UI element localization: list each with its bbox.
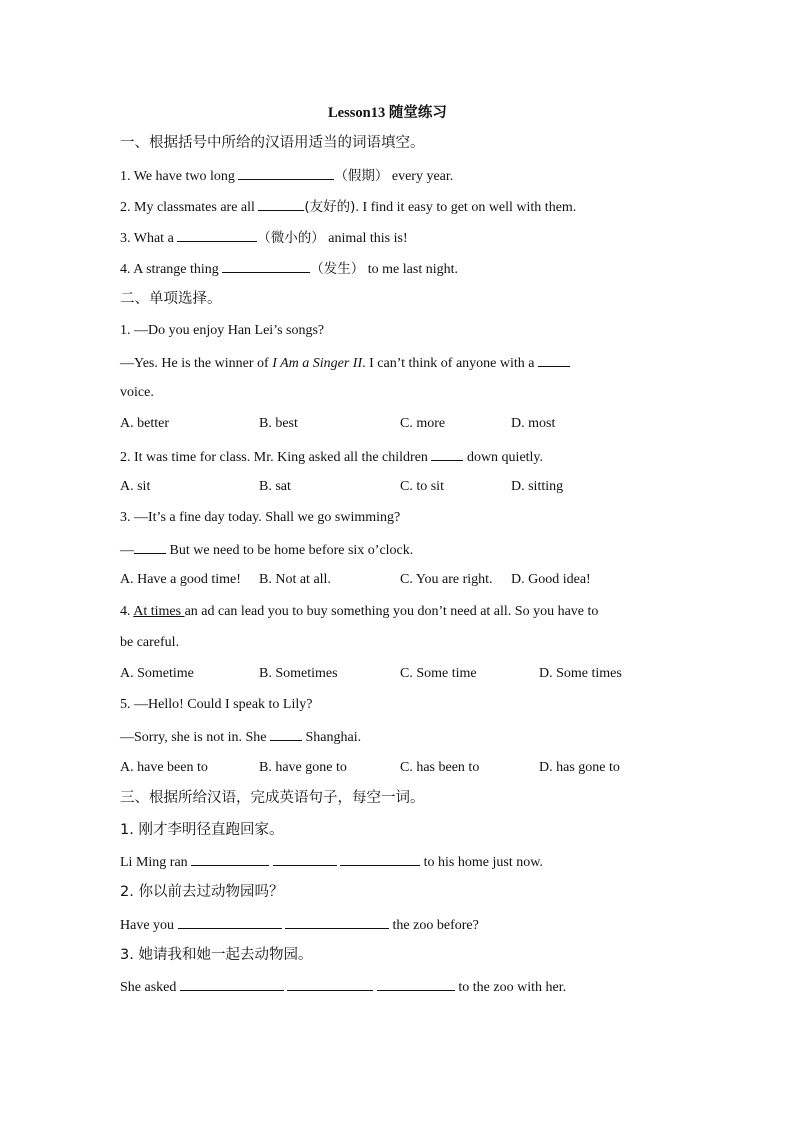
answer-blank[interactable] xyxy=(238,166,334,180)
s2-q3-line2 xyxy=(120,540,413,560)
s1-q3-text-end: animal this is! xyxy=(324,231,408,246)
s2-q4-number: 4. xyxy=(120,604,134,619)
s3-q2-text-end: the zoo before? xyxy=(389,918,479,933)
answer-blank[interactable] xyxy=(273,852,337,866)
s1-q1-hint: （假期） xyxy=(334,168,389,184)
answer-blank[interactable] xyxy=(538,353,570,367)
s3-question-1 xyxy=(120,852,543,872)
s3-q3-text-end: to the zoo with her. xyxy=(454,980,567,995)
s2-q3-dash: — xyxy=(120,543,134,558)
answer-blank[interactable] xyxy=(270,727,302,741)
s3-q1-text-end: to his home just now. xyxy=(420,855,543,870)
s2-q5-text: —Sorry, she is not in. She xyxy=(120,730,270,745)
option-a[interactable]: A. sit xyxy=(120,479,151,494)
s2-q1-line2 xyxy=(120,353,570,373)
s2-q5-line2 xyxy=(120,727,361,747)
answer-blank[interactable] xyxy=(377,977,455,991)
s2-q5-line1: 5. —Hello! Could I speak to Lily? xyxy=(120,697,313,712)
s1-q2-hint: (友好的) xyxy=(304,199,356,215)
answer-blank[interactable] xyxy=(340,852,420,866)
option-c[interactable]: C. to sit xyxy=(400,479,444,494)
answer-blank[interactable] xyxy=(134,540,166,554)
s2-q2-text: 2. It was time for class. Mr. King asked all the children xyxy=(120,450,432,465)
answer-blank[interactable] xyxy=(258,197,304,211)
option-b[interactable]: B. Not at all. xyxy=(259,572,331,587)
s2-q4-line2: be careful. xyxy=(120,635,180,650)
s1-q2-text: 2. My classmates are all xyxy=(120,200,259,215)
option-a[interactable]: A. have been to xyxy=(120,760,208,775)
answer-blank[interactable] xyxy=(222,259,310,273)
s3-question-2 xyxy=(120,915,479,935)
s1-q4-text: 4. A strange thing xyxy=(120,262,223,277)
s3-q3-text: She asked xyxy=(120,980,180,995)
section-3-heading: 三、根据所给汉语，完成英语句子，每空一词。 xyxy=(120,790,425,806)
s2-q1-text-end: . I can’t think of anyone with a xyxy=(362,356,539,371)
option-c[interactable]: C. more xyxy=(400,416,446,431)
s1-q4-hint: （发生） xyxy=(310,261,365,277)
option-a[interactable]: A. better xyxy=(120,416,169,431)
option-d[interactable]: D. most xyxy=(511,416,556,431)
option-d[interactable]: D. has gone to xyxy=(539,760,620,775)
option-c[interactable]: C. has been to xyxy=(400,760,480,775)
s2-q1-line1: 1. —Do you enjoy Han Lei’s songs? xyxy=(120,323,325,338)
s2-q5-text-end: Shanghai. xyxy=(301,730,362,745)
option-c[interactable]: C. Some time xyxy=(400,666,477,681)
s3-q1-chinese: 1. 刚才李明径直跑回家。 xyxy=(120,822,284,838)
option-a[interactable]: A. Have a good time! xyxy=(120,572,241,587)
answer-blank[interactable] xyxy=(285,915,389,929)
option-d[interactable]: D. Good idea! xyxy=(511,572,591,587)
s1-q1-text: 1. We have two long xyxy=(120,169,239,184)
s2-q3-line1: 3. —It’s a fine day today. Shall we go swimming? xyxy=(120,510,401,525)
s2-q2-text-end: down quietly. xyxy=(463,450,544,465)
section-2-heading: 二、单项选择。 xyxy=(120,291,222,307)
option-d[interactable]: D. sitting xyxy=(511,479,564,494)
s2-q1-title: I Am a Singer II xyxy=(272,356,363,371)
page-title: Lesson13 随堂练习 xyxy=(328,105,447,121)
s1-q1-text-end: every year. xyxy=(388,169,454,184)
section-1-heading: 一、根据括号中所给的汉语用适当的词语填空。 xyxy=(120,135,425,151)
s1-q4-text-end: to me last night. xyxy=(364,262,458,277)
s3-q1-text: Li Ming ran xyxy=(120,855,192,870)
answer-blank[interactable] xyxy=(191,852,269,866)
s1-q3-hint: （微小的） xyxy=(257,230,325,246)
option-a[interactable]: A. Sometime xyxy=(120,666,194,681)
option-b[interactable]: B. have gone to xyxy=(259,760,347,775)
option-b[interactable]: B. Sometimes xyxy=(259,666,338,681)
option-c[interactable]: C. You are right. xyxy=(400,572,493,587)
s2-q4-line1 xyxy=(120,603,598,621)
answer-blank[interactable] xyxy=(287,977,373,991)
s3-q3-chinese: 3. 她请我和她一起去动物园。 xyxy=(120,947,313,963)
s2-question-2 xyxy=(120,447,543,467)
s2-q3-text-end: But we need to be home before six o’clock. xyxy=(166,543,414,558)
s1-question-2 xyxy=(120,197,576,217)
answer-blank[interactable] xyxy=(431,447,463,461)
s2-q1-text: —Yes. He is the winner of xyxy=(120,356,273,371)
option-b[interactable]: B. best xyxy=(259,416,298,431)
s2-q1-line3: voice. xyxy=(120,385,154,400)
s3-q2-chinese: 2. 你以前去过动物园吗？ xyxy=(120,884,284,900)
s1-q2-text-end: . I find it easy to get on well with them. xyxy=(355,200,577,215)
answer-blank[interactable] xyxy=(180,977,284,991)
option-d[interactable]: D. Some times xyxy=(539,666,622,681)
s1-question-1 xyxy=(120,166,453,186)
s1-question-3 xyxy=(120,228,408,248)
s1-question-4 xyxy=(120,259,458,279)
s2-q4-text: an ad can lead you to buy something you don’t need at all. So you have to xyxy=(184,604,599,619)
answer-blank[interactable] xyxy=(178,915,282,929)
s1-q3-text: 3. What a xyxy=(120,231,178,246)
s2-q4-underlined-phrase: At times xyxy=(133,604,185,619)
s3-q2-text: Have you xyxy=(120,918,178,933)
s3-question-3 xyxy=(120,977,566,997)
answer-blank[interactable] xyxy=(177,228,257,242)
option-b[interactable]: B. sat xyxy=(259,479,291,494)
